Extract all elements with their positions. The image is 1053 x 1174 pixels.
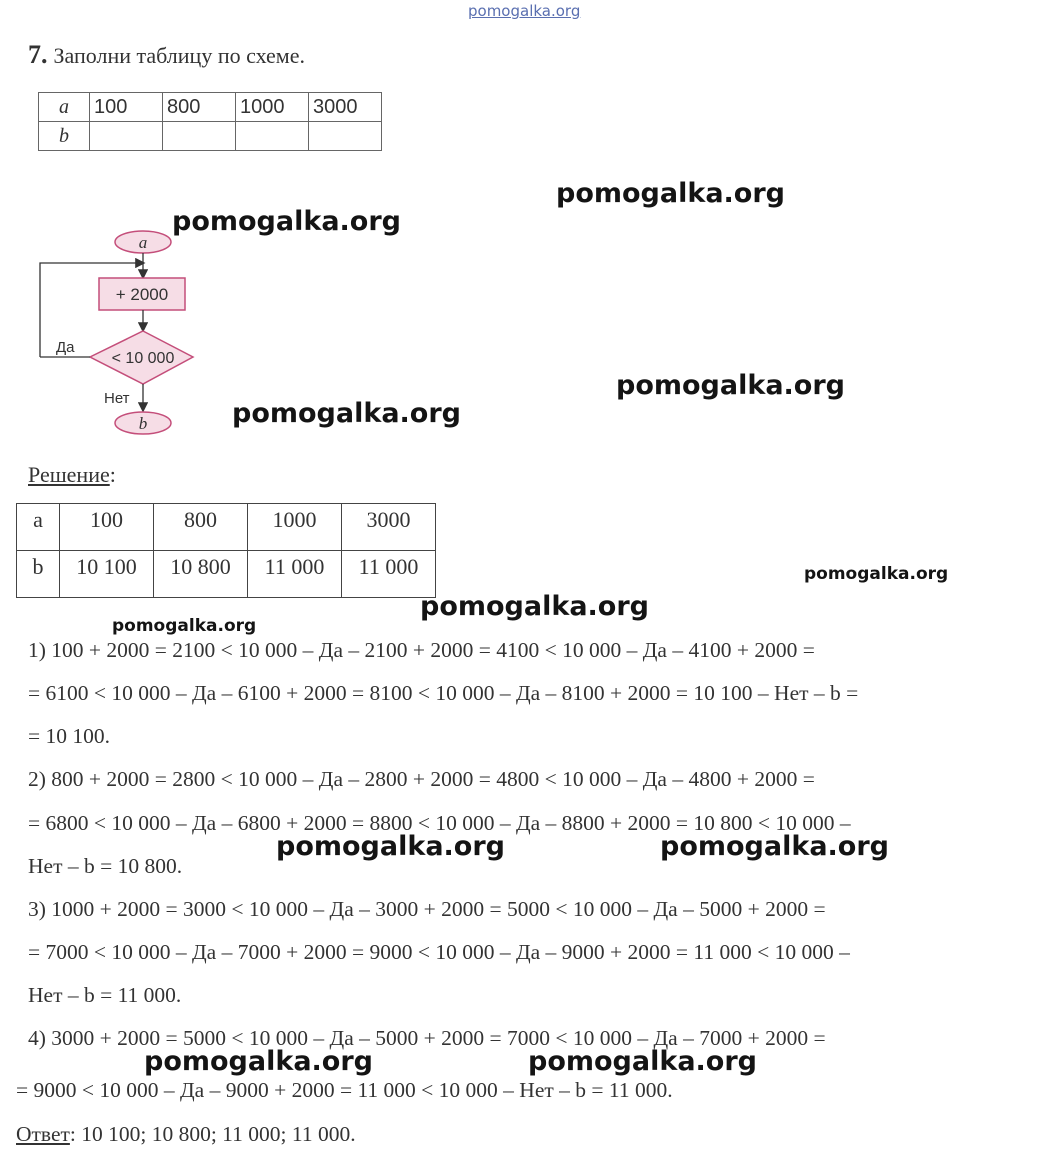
solution-line: = 6100 < 10 000 – Да – 6100 + 2000 = 8100 < 10 000 – Да – 8100 + 2000 = 10 100 – Нет – b = [28, 681, 859, 705]
solution-cell: 100 [60, 504, 154, 551]
watermark: pomogalka.org [276, 831, 505, 862]
task-heading [28, 40, 305, 70]
flowchart-condition-label: < 10 000 [111, 350, 175, 367]
task-row-b [39, 122, 382, 151]
answer-value: : 10 100; 10 800; 11 000; 11 000. [69, 1122, 356, 1146]
watermark: pomogalka.org [660, 831, 889, 862]
solution-line: Нет – b = 11 000. [28, 983, 182, 1007]
watermark: pomogalka.org [420, 591, 649, 622]
flowchart-start-oval [115, 231, 171, 253]
solution-table [16, 503, 436, 598]
solution-row-a [17, 504, 436, 551]
solution-cell: 1000 [248, 504, 342, 551]
flowchart-decision-diamond [90, 331, 193, 384]
task-cell-empty [236, 122, 309, 151]
answer [16, 1122, 356, 1147]
solution-label [28, 462, 116, 488]
answer-label: Ответ [16, 1122, 70, 1146]
solution-row-a-label: a [17, 504, 60, 551]
task-cell: 3000 [309, 93, 382, 122]
task-row-b-label: b [39, 122, 90, 151]
flowchart [30, 222, 210, 442]
solution-cell: 11 000 [342, 551, 436, 598]
watermark: pomogalka.org [232, 398, 461, 429]
task-title: Заполни таблицу по схеме. [53, 43, 305, 68]
flowchart-no-label: Нет [104, 390, 130, 407]
watermark: pomogalka.org [616, 370, 845, 401]
solution-line: 1) 100 + 2000 = 2100 < 10 000 – Да – 2100 + 2000 = 4100 < 10 000 – Да – 4100 + 2000 = [28, 638, 815, 662]
task-cell: 100 [90, 93, 163, 122]
flowchart-process-box [99, 278, 185, 310]
solution-line: 3) 1000 + 2000 = 3000 < 10 000 – Да – 3000 + 2000 = 5000 < 10 000 – Да – 5000 + 2000 = [28, 897, 826, 921]
solution-row-b [17, 551, 436, 598]
watermark: pomogalka.org [556, 178, 785, 209]
solution-line: 2) 800 + 2000 = 2800 < 10 000 – Да – 2800 + 2000 = 4800 < 10 000 – Да – 4800 + 2000 = [28, 767, 815, 791]
task-row-a [39, 93, 382, 122]
solution-cell: 10 100 [60, 551, 154, 598]
task-cell: 1000 [236, 93, 309, 122]
solution-line: = 10 100. [28, 724, 111, 748]
flowchart-input-label: a [138, 233, 148, 252]
watermark-top: pomogalka.org [468, 2, 581, 20]
flowchart-end-oval [115, 412, 171, 434]
solution-cell: 3000 [342, 504, 436, 551]
task-cell-empty [163, 122, 236, 151]
task-row-a-label: a [39, 93, 90, 122]
flowchart-yes-label: Да [56, 339, 75, 356]
watermark: pomogalka.org [528, 1046, 757, 1077]
solution-line: Нет – b = 10 800. [28, 854, 183, 878]
solution-cell: 800 [154, 504, 248, 551]
flowchart-process-label: + 2000 [115, 285, 169, 304]
task-number: 7. [28, 40, 48, 69]
solution-line: = 7000 < 10 000 – Да – 7000 + 2000 = 9000 < 10 000 – Да – 9000 + 2000 = 11 000 < 10 000 – [28, 940, 850, 964]
solution-line: = 9000 < 10 000 – Да – 9000 + 2000 = 11 000 < 10 000 – Нет – b = 11 000. [16, 1078, 673, 1102]
flowchart-output-label: b [138, 414, 148, 433]
task-cell: 800 [163, 93, 236, 122]
solution-cell: 11 000 [248, 551, 342, 598]
task-cell-empty [309, 122, 382, 151]
task-table [38, 92, 382, 151]
watermark: pomogalka.org [112, 616, 257, 636]
watermark: pomogalka.org [804, 564, 949, 584]
solution-line: 4) 3000 + 2000 = 5000 < 10 000 – Да – 5000 + 2000 = 7000 < 10 000 – Да – 7000 + 2000 = [28, 1026, 826, 1050]
task-cell-empty [90, 122, 163, 151]
watermark: pomogalka.org [144, 1046, 373, 1077]
solution-label-text: Решение [28, 462, 110, 487]
solution-label-colon: : [109, 462, 116, 487]
solution-cell: 10 800 [154, 551, 248, 598]
solution-line: = 6800 < 10 000 – Да – 6800 + 2000 = 8800 < 10 000 – Да – 8800 + 2000 = 10 800 < 10 000 – [28, 811, 851, 835]
solution-row-b-label: b [17, 551, 60, 598]
watermark: pomogalka.org [172, 206, 401, 237]
